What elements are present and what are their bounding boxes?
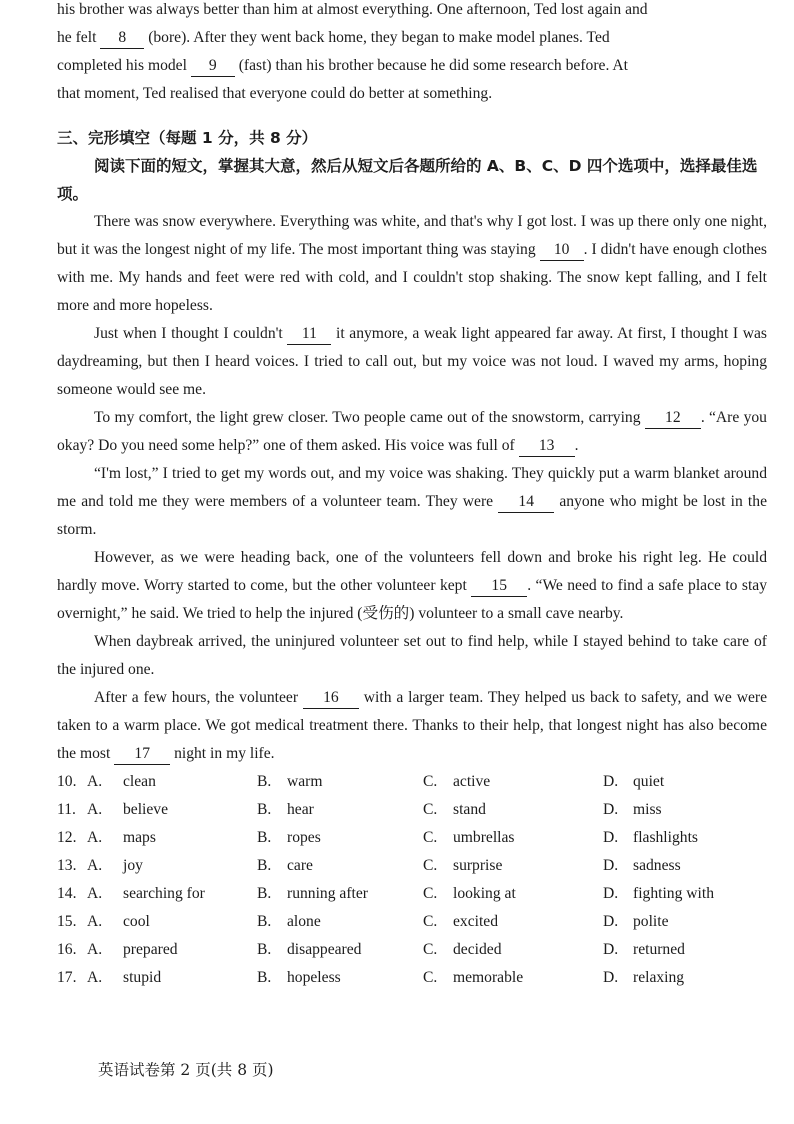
- option-letter: A.: [87, 885, 103, 902]
- option-letter: D.: [603, 773, 619, 790]
- option-letter: B.: [257, 969, 272, 986]
- option-b[interactable]: [257, 796, 423, 824]
- blank-14: 14: [498, 492, 554, 513]
- option-letter: A.: [87, 857, 103, 874]
- option-text: quiet: [633, 773, 665, 790]
- option-letter: A.: [87, 773, 103, 790]
- option-text: prepared: [123, 941, 178, 958]
- paragraph-2: Just when I thought I couldn't 11 it anymore, a weak light appeared far away. At first, I thought I was daydreaming, but then I heard voices. I tried to call out, but my voice was not loud. I waved my arms, hoping someone would see me.: [57, 325, 767, 398]
- option-letter: D.: [603, 857, 619, 874]
- option-text: decided: [453, 941, 502, 958]
- option-b[interactable]: [257, 964, 423, 992]
- option-a[interactable]: [87, 908, 257, 936]
- option-letter: D.: [603, 829, 619, 846]
- passage-line: completed his model 9 (fast) than his brother because he did some research before. At: [57, 52, 767, 80]
- option-c[interactable]: [423, 796, 603, 824]
- option-text: flashlights: [633, 829, 698, 846]
- blank-15: 15: [471, 576, 527, 597]
- option-letter: B.: [257, 941, 272, 958]
- option-text: maps: [123, 829, 156, 846]
- option-text: clean: [123, 773, 156, 790]
- option-text: relaxing: [633, 969, 685, 986]
- option-text: believe: [123, 801, 169, 818]
- option-letter: D.: [603, 941, 619, 958]
- option-letter: D.: [603, 801, 619, 818]
- answer-options: [57, 768, 767, 992]
- option-text: hopeless: [287, 969, 341, 986]
- option-letter: B.: [257, 913, 272, 930]
- option-text: polite: [633, 913, 669, 930]
- option-letter: C.: [423, 829, 438, 846]
- option-d[interactable]: [603, 964, 733, 992]
- option-letter: C.: [423, 941, 438, 958]
- option-letter: C.: [423, 801, 438, 818]
- blank-11: 11: [287, 324, 331, 345]
- option-c[interactable]: [423, 964, 603, 992]
- option-b[interactable]: [257, 908, 423, 936]
- passage-line: he felt 8 (bore). After they went back home, they began to make model planes. Ted: [57, 24, 767, 52]
- option-text: umbrellas: [453, 829, 515, 846]
- question-number: 14.: [57, 885, 77, 902]
- option-letter: B.: [257, 857, 272, 874]
- option-letter: B.: [257, 829, 272, 846]
- paragraph-3: To my comfort, the light grew closer. Two people came out of the snowstorm, carrying 12 . “Are you okay? Do you need some help?” one of them asked. His voice was full of 13 .: [57, 404, 767, 460]
- option-d[interactable]: [603, 852, 733, 880]
- option-d[interactable]: [603, 824, 733, 852]
- option-letter: C.: [423, 969, 438, 986]
- option-text: looking at: [453, 885, 516, 902]
- option-letter: D.: [603, 913, 619, 930]
- option-a[interactable]: [87, 852, 257, 880]
- option-c[interactable]: [423, 936, 603, 964]
- option-text: active: [453, 773, 491, 790]
- paragraph-1: There was snow everywhere. Everything was white, and that's why I got lost. I was up there only one night, but it was the longest night of my life. The most important thing was staying 10 . I didn't have enough clothes with me. My hands and feet were red with cold, and I couldn't stop shaking. The snow kept falling, and I felt more and more hopeless.: [57, 213, 767, 314]
- option-letter: D.: [603, 969, 619, 986]
- option-c[interactable]: [423, 880, 603, 908]
- option-text: surprise: [453, 857, 503, 874]
- option-b[interactable]: [257, 768, 423, 796]
- option-letter: A.: [87, 913, 103, 930]
- paragraph-4: “I'm lost,” I tried to get my words out, and my voice was shaking. They quickly put a warm blanket around me and told me they were members of a volunteer team. They were 14 anyone who might be lost in the storm.: [57, 465, 767, 538]
- option-row: [57, 964, 767, 992]
- option-d[interactable]: [603, 768, 733, 796]
- option-text: fighting with: [633, 885, 714, 902]
- option-c[interactable]: [423, 824, 603, 852]
- blank-10: 10: [540, 240, 584, 261]
- passage-line: that moment, Ted realised that everyone could do better at something.: [57, 85, 493, 102]
- option-text: cool: [123, 913, 150, 930]
- option-b[interactable]: [257, 880, 423, 908]
- passage-line: his brother was always better than him at almost everything. One afternoon, Ted lost again and: [57, 1, 648, 18]
- option-row: [57, 936, 767, 964]
- option-letter: A.: [87, 969, 103, 986]
- option-a[interactable]: [87, 796, 257, 824]
- option-text: stand: [453, 801, 486, 818]
- option-c[interactable]: [423, 768, 603, 796]
- blank-16: 16: [303, 688, 359, 709]
- blank-17: 17: [114, 744, 170, 765]
- option-b[interactable]: [257, 824, 423, 852]
- question-number: 17.: [57, 969, 77, 986]
- option-text: memorable: [453, 969, 524, 986]
- option-text: miss: [633, 801, 662, 818]
- option-text: sadness: [633, 857, 681, 874]
- option-text: care: [287, 857, 313, 874]
- option-letter: A.: [87, 801, 103, 818]
- option-text: alone: [287, 913, 321, 930]
- section-instruction: 阅读下面的短文，掌握其大意，然后从短文后各题所给的 A、B、C、D 四个选项中，选择最佳选项。: [57, 157, 758, 203]
- paragraph-5: However, as we were heading back, one of the volunteers fell down and broke his right leg. He could hardly move. Worry started to come, but the other volunteer kept 15 . “We need to find a safe place to stay overnight,” he said. We tried to help the injured (受伤的) volunteer to a small cave nearby.: [57, 549, 767, 622]
- blank-13: 13: [519, 436, 575, 457]
- option-letter: D.: [603, 885, 619, 902]
- option-letter: B.: [257, 885, 272, 902]
- option-text: disappeared: [287, 941, 362, 958]
- blank-12: 12: [645, 408, 701, 429]
- option-row: [57, 796, 767, 824]
- section-heading: 三、完形填空（每题 1 分，共 8 分）: [57, 129, 318, 147]
- question-number: 12.: [57, 829, 77, 846]
- option-a[interactable]: [87, 768, 257, 796]
- option-letter: C.: [423, 913, 438, 930]
- paragraph-6: When daybreak arrived, the uninjured volunteer set out to find help, while I stayed behind to take care of the injured one.: [57, 633, 767, 678]
- option-text: joy: [123, 857, 143, 874]
- option-b[interactable]: [257, 936, 423, 964]
- option-a[interactable]: [87, 964, 257, 992]
- option-b[interactable]: [257, 852, 423, 880]
- option-text: stupid: [123, 969, 162, 986]
- option-text: warm: [287, 773, 323, 790]
- question-number: 16.: [57, 941, 77, 958]
- question-number: 15.: [57, 913, 77, 930]
- option-a[interactable]: [87, 880, 257, 908]
- option-row: [57, 880, 767, 908]
- option-row: [57, 768, 767, 796]
- option-d[interactable]: [603, 908, 733, 936]
- option-letter: B.: [257, 773, 272, 790]
- option-text: running after: [287, 885, 368, 902]
- page-footer: 英语试卷第 2 页(共 8 页): [98, 1061, 274, 1079]
- question-number: 13.: [57, 857, 77, 874]
- option-a[interactable]: [87, 936, 257, 964]
- blank-9: 9: [191, 56, 235, 77]
- option-text: returned: [633, 941, 685, 958]
- option-d[interactable]: [603, 880, 733, 908]
- question-number: 10.: [57, 773, 77, 790]
- blank-8: 8: [100, 28, 144, 49]
- option-letter: C.: [423, 773, 438, 790]
- exam-page: [57, 0, 767, 992]
- option-d[interactable]: [603, 796, 733, 824]
- option-row: [57, 852, 767, 880]
- option-c[interactable]: [423, 908, 603, 936]
- question-number: 11.: [57, 801, 76, 818]
- previous-passage: [57, 0, 767, 108]
- option-letter: A.: [87, 941, 103, 958]
- option-text: hear: [287, 801, 314, 818]
- option-c[interactable]: [423, 852, 603, 880]
- cloze-passage: [57, 208, 767, 768]
- option-d[interactable]: [603, 936, 733, 964]
- option-letter: A.: [87, 829, 103, 846]
- option-a[interactable]: [87, 824, 257, 852]
- option-letter: C.: [423, 857, 438, 874]
- option-letter: B.: [257, 801, 272, 818]
- paragraph-7: After a few hours, the volunteer 16 with a larger team. They helped us back to safety, and we were taken to a warm place. We got medical treatment there. Thanks to their help, that longest night has also become the most 17 night in my life.: [57, 684, 767, 768]
- option-row: [57, 908, 767, 936]
- option-letter: C.: [423, 885, 438, 902]
- option-text: searching for: [123, 885, 205, 902]
- option-row: [57, 824, 767, 852]
- option-text: ropes: [287, 829, 321, 846]
- option-text: excited: [453, 913, 499, 930]
